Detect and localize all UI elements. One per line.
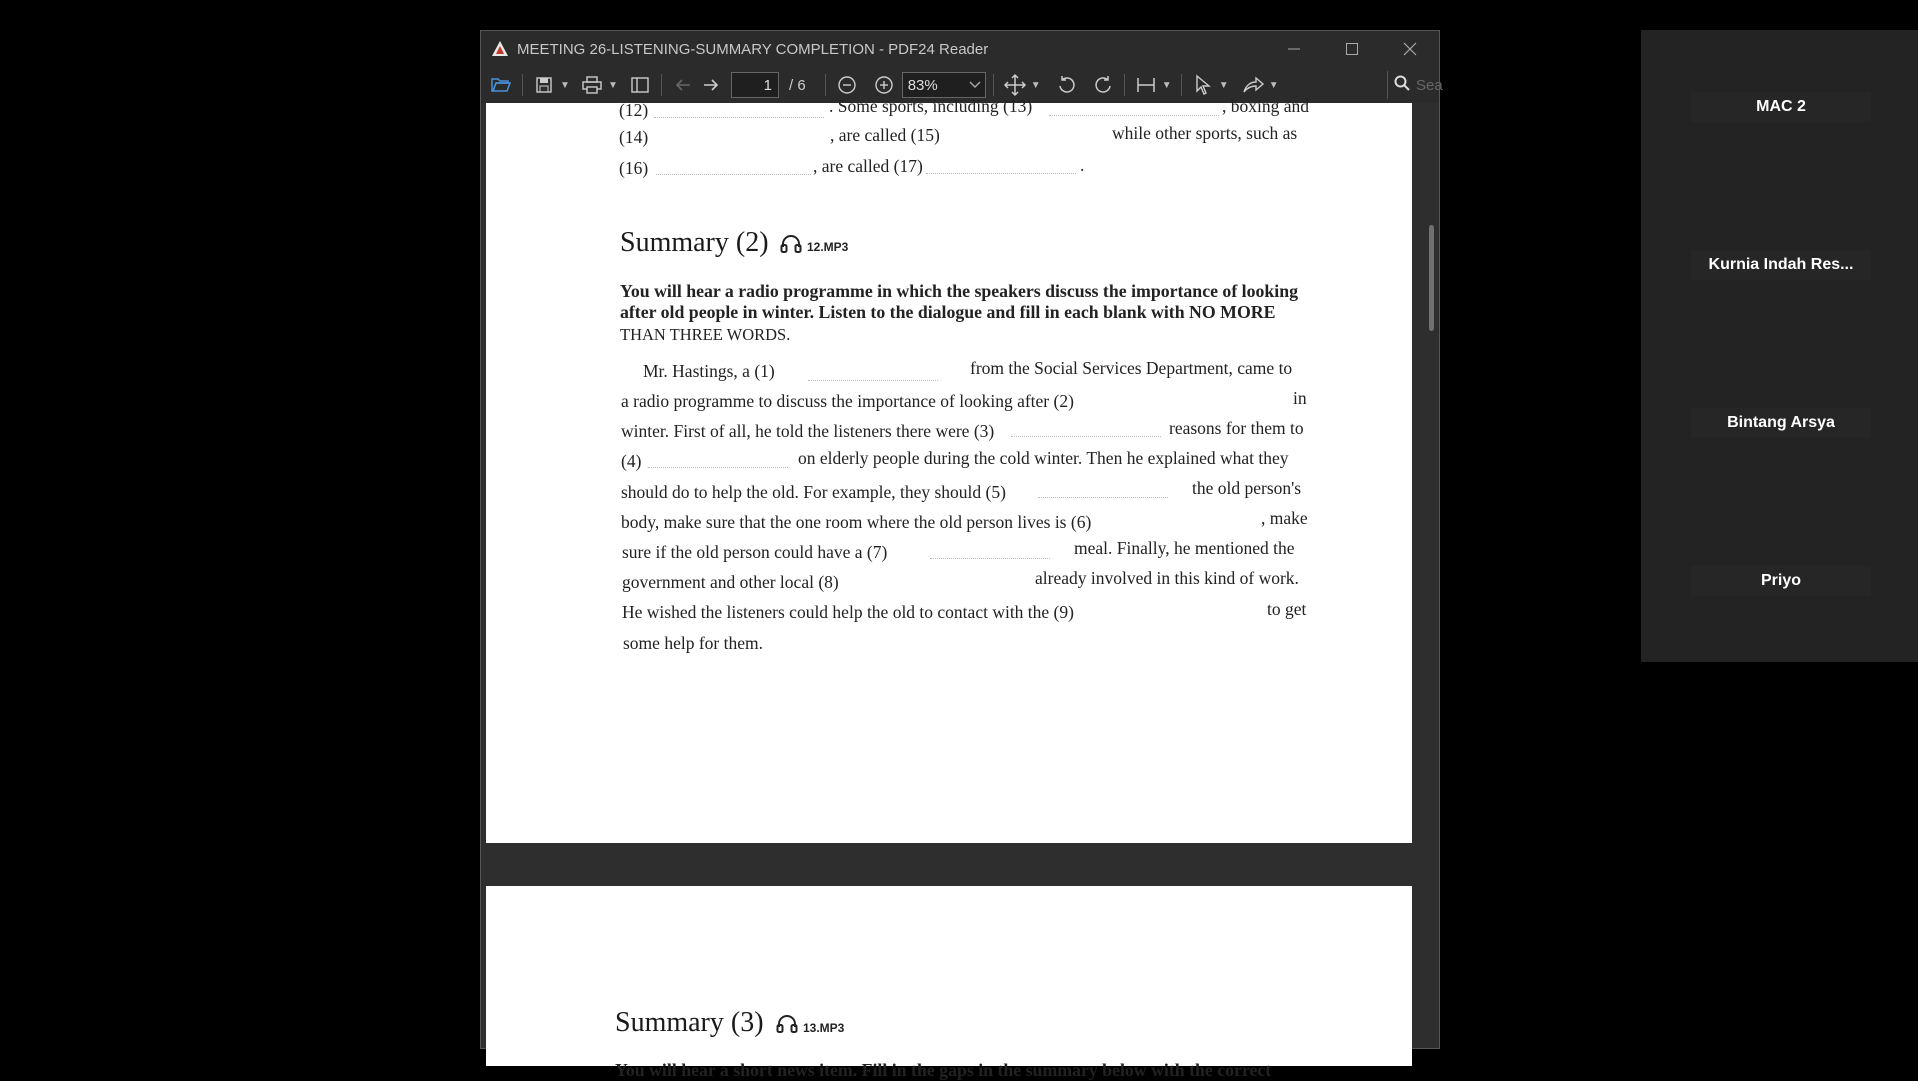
body-line: already involved in this kind of work.	[1035, 568, 1299, 588]
pdf24-logo-icon	[490, 39, 510, 59]
body-line: Mr. Hastings, a (1)	[643, 361, 775, 381]
body-line: some help for them.	[623, 633, 763, 653]
zoom-in-icon[interactable]	[870, 71, 898, 99]
select-options-chevron-icon[interactable]: ▼	[1218, 79, 1229, 91]
body-line: from the Social Services Department, came to	[970, 358, 1293, 378]
body-line: body, make sure that the one room where the old person lives is (6)	[621, 512, 1092, 532]
zoom-select[interactable]	[902, 72, 986, 98]
close-icon[interactable]	[1381, 31, 1439, 67]
summary-3-heading: Summary (3)	[615, 1007, 764, 1038]
participant-tile[interactable]: Priyo	[1691, 566, 1871, 596]
instruction-line: You will hear a radio programme in which the speakers discuss the importance of looking	[620, 281, 1299, 301]
instruction-line: THAN THREE WORDS.	[620, 325, 791, 344]
search-field[interactable]	[1387, 71, 1443, 99]
page-text-line: (16)	[619, 158, 649, 178]
zoom-out-icon[interactable]	[833, 71, 861, 99]
page-text-line: , boxing and	[1222, 96, 1310, 116]
body-line: He wished the listeners could help the old to contact with the (9)	[622, 602, 1074, 622]
document-viewport[interactable]	[481, 96, 1439, 1080]
vertical-scrollbar[interactable]	[1429, 225, 1434, 331]
body-line: the old person's	[1192, 478, 1302, 498]
instruction-line: after old people in winter. Listen to the dialogue and fill in each blank with NO MORE	[620, 302, 1276, 322]
rotate-right-icon[interactable]	[1089, 71, 1117, 99]
body-line: to get	[1267, 599, 1307, 619]
save-icon[interactable]	[530, 71, 558, 99]
headphones-icon	[776, 1014, 798, 1039]
pdf-page-1	[486, 96, 1412, 843]
forward-arrow-icon[interactable]	[697, 71, 725, 99]
participant-tile[interactable]: MAC 2	[1691, 92, 1871, 122]
open-folder-icon[interactable]	[487, 71, 515, 99]
body-line: (4)	[621, 451, 642, 471]
print-options-chevron-icon[interactable]: ▼	[608, 79, 618, 91]
audio-file-label: 13.MP3	[803, 1021, 845, 1035]
chevron-down-icon	[969, 76, 981, 94]
search-placeholder: Sea	[1416, 76, 1443, 94]
instruction-line: You will hear a short news item. Fill in the gaps in the summary below with the correct	[615, 1060, 1272, 1080]
page-text-line: , are called (17)	[813, 156, 923, 176]
select-cursor-icon[interactable]	[1189, 71, 1217, 99]
body-line: meal. Finally, he mentioned the	[1074, 538, 1295, 558]
page-text-line: . Some sports, including (13)	[829, 96, 1033, 116]
page-text-line: , are called (15)	[830, 125, 940, 145]
fit-width-icon[interactable]	[1132, 71, 1160, 99]
print-icon[interactable]	[578, 71, 606, 99]
audio-file-label: 12.MP3	[807, 240, 849, 254]
maximize-icon[interactable]	[1323, 31, 1381, 67]
body-line: sure if the old person could have a (7)	[622, 542, 888, 562]
participant-tile[interactable]: Bintang Arsya	[1691, 408, 1871, 438]
page-text-line: (14)	[619, 127, 649, 147]
body-line: , make	[1261, 508, 1308, 528]
zoom-value: 83%	[907, 76, 938, 94]
body-line: on elderly people during the cold winter. Then he explained what they	[798, 448, 1289, 468]
body-line: a radio programme to discuss the importance of looking after (2)	[621, 391, 1074, 411]
participant-tile[interactable]: Kurnia Indah Res...	[1691, 250, 1871, 280]
pan-options-chevron-icon[interactable]: ▼	[1030, 79, 1041, 91]
pdf-page-2	[486, 886, 1412, 1080]
headphones-icon	[780, 234, 802, 259]
body-line: in	[1293, 388, 1307, 408]
share-icon[interactable]	[1239, 71, 1267, 99]
title-bar[interactable]	[481, 31, 1439, 67]
save-options-chevron-icon[interactable]: ▼	[560, 79, 570, 91]
body-line: reasons for them to	[1169, 418, 1304, 438]
page-total: / 6	[789, 76, 806, 94]
share-options-chevron-icon[interactable]: ▼	[1268, 79, 1279, 91]
window-title: MEETING 26-LISTENING-SUMMARY COMPLETION - PDF24 Reader	[517, 40, 989, 58]
body-line: winter. First of all, he told the listeners there were (3)	[621, 421, 995, 441]
participants-panel	[1641, 30, 1918, 662]
page-number-input[interactable]	[731, 72, 779, 98]
page-text-line: while other sports, such as	[1112, 123, 1298, 143]
summary-2-heading: Summary (2)	[620, 227, 769, 258]
sidebar-toggle-icon[interactable]	[626, 71, 654, 99]
pan-tool-icon[interactable]	[1001, 71, 1029, 99]
rotate-left-icon[interactable]	[1053, 71, 1081, 99]
search-icon	[1394, 75, 1410, 96]
page-text-line: (12)	[619, 100, 649, 120]
fit-options-chevron-icon[interactable]: ▼	[1161, 79, 1172, 91]
body-line: government and other local (8)	[622, 572, 839, 592]
back-arrow-icon[interactable]	[669, 71, 697, 99]
pdf-reader-window	[480, 30, 1443, 1080]
page-text-line: .	[1080, 155, 1085, 175]
body-line: should do to help the old. For example, they should (5)	[621, 482, 1006, 502]
minimize-icon[interactable]	[1265, 31, 1323, 67]
